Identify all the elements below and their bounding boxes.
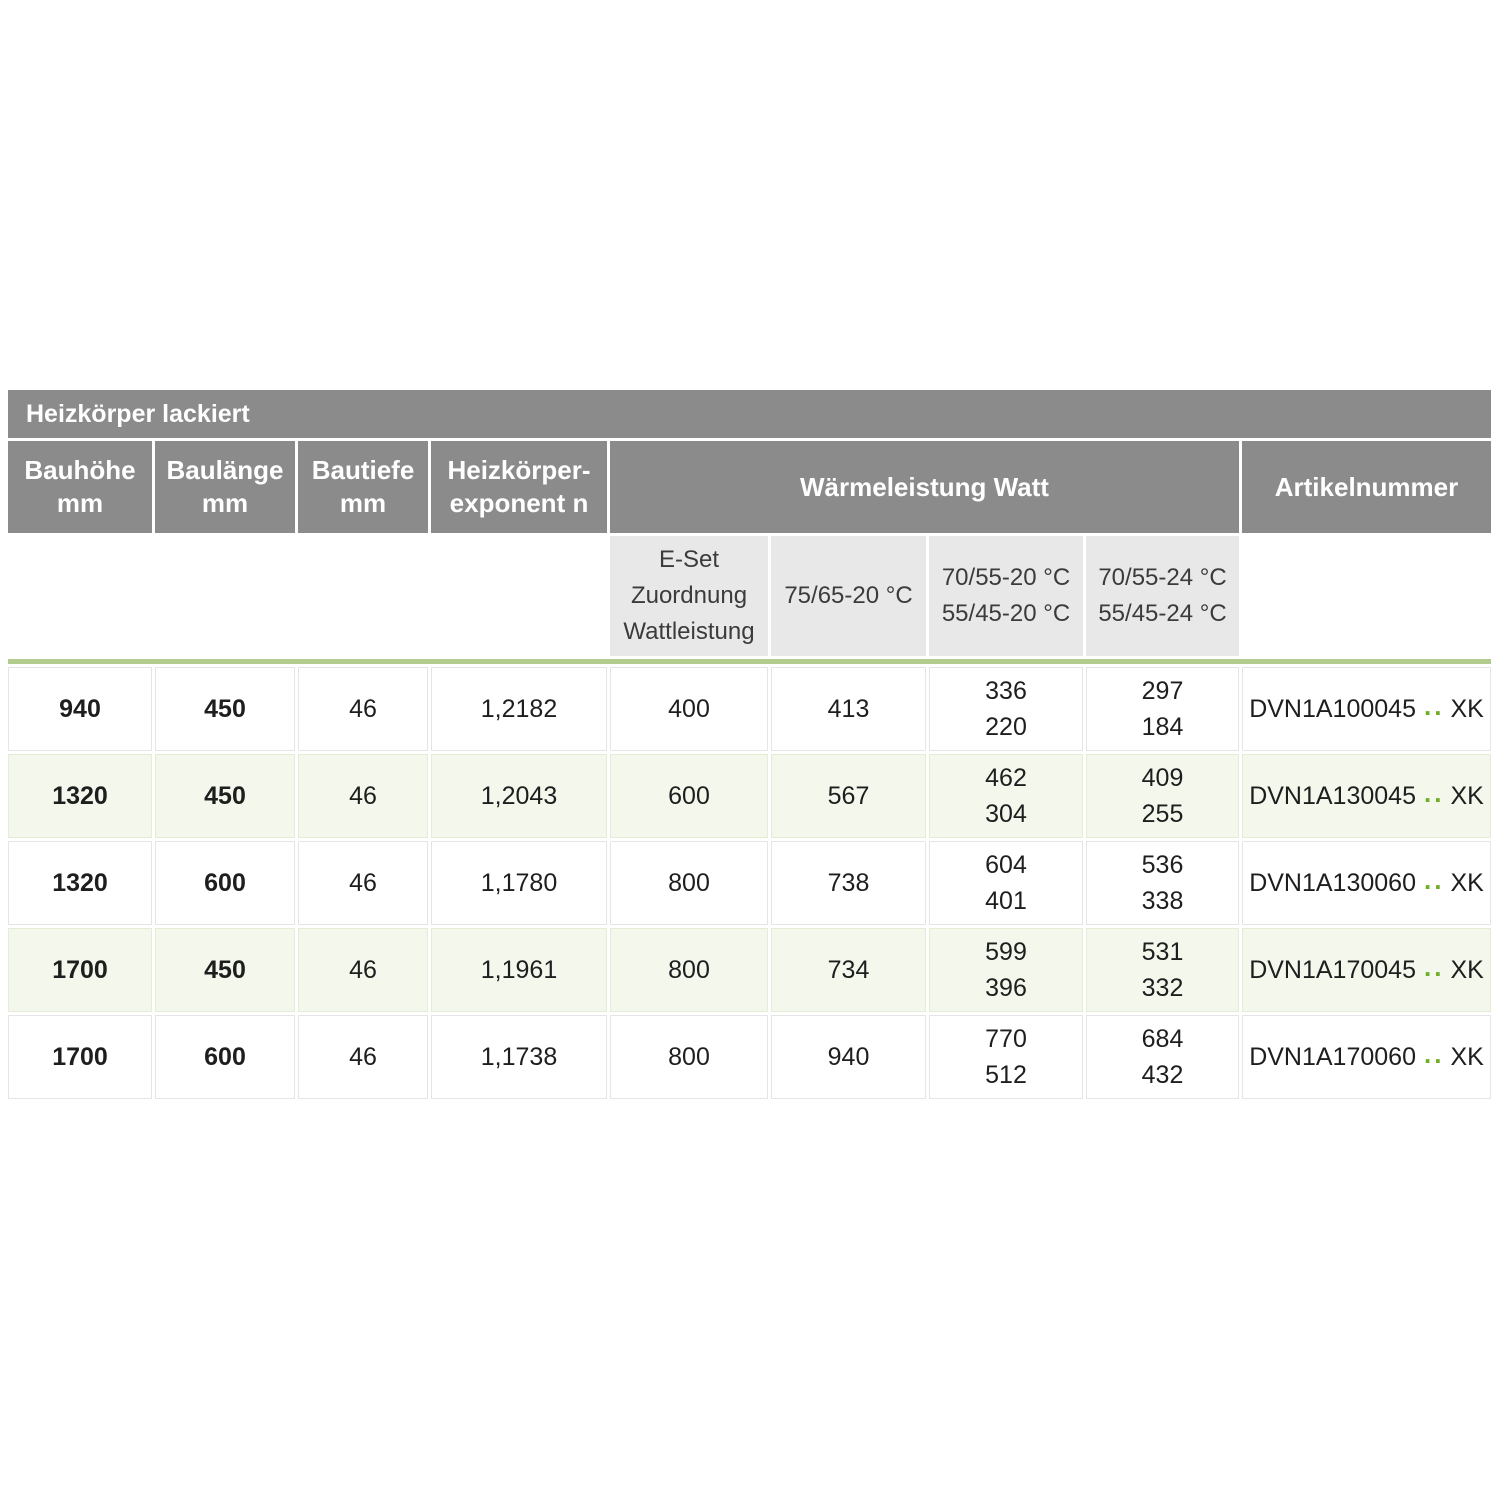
header-bautiefe <box>298 441 428 533</box>
cell-24c <box>1086 667 1239 751</box>
cell-artikelnummer <box>1242 841 1491 925</box>
artikel-prefix: DVN1A170060 <box>1249 1042 1416 1071</box>
cell-bautiefe: 46 <box>298 928 428 1012</box>
cell-artikelnummer <box>1242 667 1491 751</box>
watt-line: 531 <box>1141 938 1184 966</box>
cell-eset: 800 <box>610 928 768 1012</box>
watt-line: 770 <box>985 1025 1027 1053</box>
header-line: Artikelnummer <box>1274 471 1459 502</box>
cell-24c <box>1086 841 1239 925</box>
cell-bauhoehe: 940 <box>8 667 152 751</box>
cell-24c <box>1086 1015 1239 1099</box>
cell-artikelnummer <box>1242 754 1491 838</box>
watt-line: 338 <box>1141 887 1184 915</box>
artikel-suffix: XK <box>1450 694 1484 723</box>
artikel-dots: .. <box>1423 777 1445 808</box>
subheader-line: 55/45-20 °C <box>941 600 1071 627</box>
header-waermeleistung <box>610 441 1239 533</box>
cell-7565: 738 <box>771 841 926 925</box>
watt-line: 599 <box>985 938 1027 966</box>
cell-exponent: 1,1780 <box>431 841 607 925</box>
watt-line: 184 <box>1141 713 1184 741</box>
cell-bautiefe: 46 <box>298 1015 428 1099</box>
watt-line: 396 <box>985 974 1027 1002</box>
cell-eset: 400 <box>610 667 768 751</box>
header-line: mm <box>339 488 387 518</box>
cell-20c <box>929 841 1083 925</box>
watt-line: 462 <box>985 764 1027 792</box>
header-line: exponent n <box>449 488 589 518</box>
subheader-spacer <box>431 536 607 656</box>
cell-bautiefe: 46 <box>298 667 428 751</box>
table-title: Heizkörper lackiert <box>8 390 1491 438</box>
watt-line: 255 <box>1141 800 1184 828</box>
cell-exponent: 1,1961 <box>431 928 607 1012</box>
subheader-spacer <box>1242 536 1491 656</box>
header-line: Bautiefe <box>311 455 415 485</box>
green-separator <box>8 659 1491 664</box>
watt-line: 220 <box>985 713 1027 741</box>
subheader-line: Zuordnung <box>630 582 748 609</box>
artikel-prefix: DVN1A130045 <box>1249 781 1416 810</box>
cell-7565: 940 <box>771 1015 926 1099</box>
subheader-line: E-Set <box>658 546 720 573</box>
cell-exponent: 1,1738 <box>431 1015 607 1099</box>
cell-24c <box>1086 928 1239 1012</box>
cell-baulaenge: 600 <box>155 841 295 925</box>
artikel-dots: .. <box>1423 864 1445 895</box>
watt-line: 297 <box>1141 677 1184 705</box>
header-bauhoehe <box>8 441 152 533</box>
subheader-line: 75/65-20 °C <box>784 582 913 609</box>
subheader-spacer <box>8 536 152 656</box>
subheader-eset <box>610 536 768 656</box>
cell-baulaenge: 450 <box>155 928 295 1012</box>
cell-artikelnummer <box>1242 928 1491 1012</box>
cell-7565: 734 <box>771 928 926 1012</box>
artikel-dots: .. <box>1423 1038 1445 1069</box>
header-artikelnummer <box>1242 441 1491 533</box>
artikel-dots: .. <box>1423 690 1445 721</box>
subheader-7565 <box>771 536 926 656</box>
cell-20c <box>929 754 1083 838</box>
artikel-prefix: DVN1A130060 <box>1249 868 1416 897</box>
header-line: Heizkörper- <box>447 455 591 485</box>
cell-bauhoehe: 1700 <box>8 928 152 1012</box>
artikel-prefix: DVN1A170045 <box>1249 955 1416 984</box>
cell-bauhoehe: 1700 <box>8 1015 152 1099</box>
header-baulaenge <box>155 441 295 533</box>
cell-baulaenge: 450 <box>155 667 295 751</box>
cell-bauhoehe: 1320 <box>8 754 152 838</box>
watt-line: 401 <box>985 887 1027 915</box>
cell-eset: 600 <box>610 754 768 838</box>
watt-line: 332 <box>1141 974 1184 1002</box>
header-line: Baulänge <box>166 455 284 485</box>
cell-bautiefe: 46 <box>298 754 428 838</box>
cell-20c <box>929 928 1083 1012</box>
subheader-spacer <box>155 536 295 656</box>
subheader-line: 55/45-24 °C <box>1098 600 1227 627</box>
cell-20c <box>929 667 1083 751</box>
cell-baulaenge: 600 <box>155 1015 295 1099</box>
watt-line: 409 <box>1141 764 1184 792</box>
artikel-prefix: DVN1A100045 <box>1249 694 1416 723</box>
cell-bauhoehe: 1320 <box>8 841 152 925</box>
cell-exponent: 1,2043 <box>431 754 607 838</box>
header-line: mm <box>56 488 104 518</box>
artikel-suffix: XK <box>1450 781 1484 810</box>
header-line: Bauhöhe <box>24 455 136 485</box>
subheader-line: Wattleistung <box>623 618 755 645</box>
artikel-suffix: XK <box>1450 955 1484 984</box>
header-exponent <box>431 441 607 533</box>
watt-line: 304 <box>985 800 1027 828</box>
cell-eset: 800 <box>610 841 768 925</box>
cell-eset: 800 <box>610 1015 768 1099</box>
artikel-dots: .. <box>1423 951 1445 982</box>
subheader-line: 70/55-20 °C <box>941 564 1071 591</box>
artikel-suffix: XK <box>1450 1042 1484 1071</box>
cell-7565: 567 <box>771 754 926 838</box>
header-line: Wärmeleistung Watt <box>800 471 1049 502</box>
cell-7565: 413 <box>771 667 926 751</box>
subheader-spacer <box>298 536 428 656</box>
artikel-suffix: XK <box>1450 868 1484 897</box>
cell-artikelnummer <box>1242 1015 1491 1099</box>
subheader-24c <box>1086 536 1239 656</box>
watt-line: 604 <box>985 851 1027 879</box>
watt-line: 336 <box>985 677 1027 705</box>
cell-exponent: 1,2182 <box>431 667 607 751</box>
subheader-line: 70/55-24 °C <box>1098 564 1227 591</box>
cell-bautiefe: 46 <box>298 841 428 925</box>
watt-line: 536 <box>1141 851 1184 879</box>
watt-line: 684 <box>1141 1025 1184 1053</box>
subheader-20c <box>929 536 1083 656</box>
cell-baulaenge: 450 <box>155 754 295 838</box>
radiator-spec-table <box>8 390 1491 1099</box>
header-line: mm <box>201 488 249 518</box>
cell-24c <box>1086 754 1239 838</box>
watt-line: 512 <box>985 1061 1027 1089</box>
watt-line: 432 <box>1141 1061 1184 1089</box>
cell-20c <box>929 1015 1083 1099</box>
